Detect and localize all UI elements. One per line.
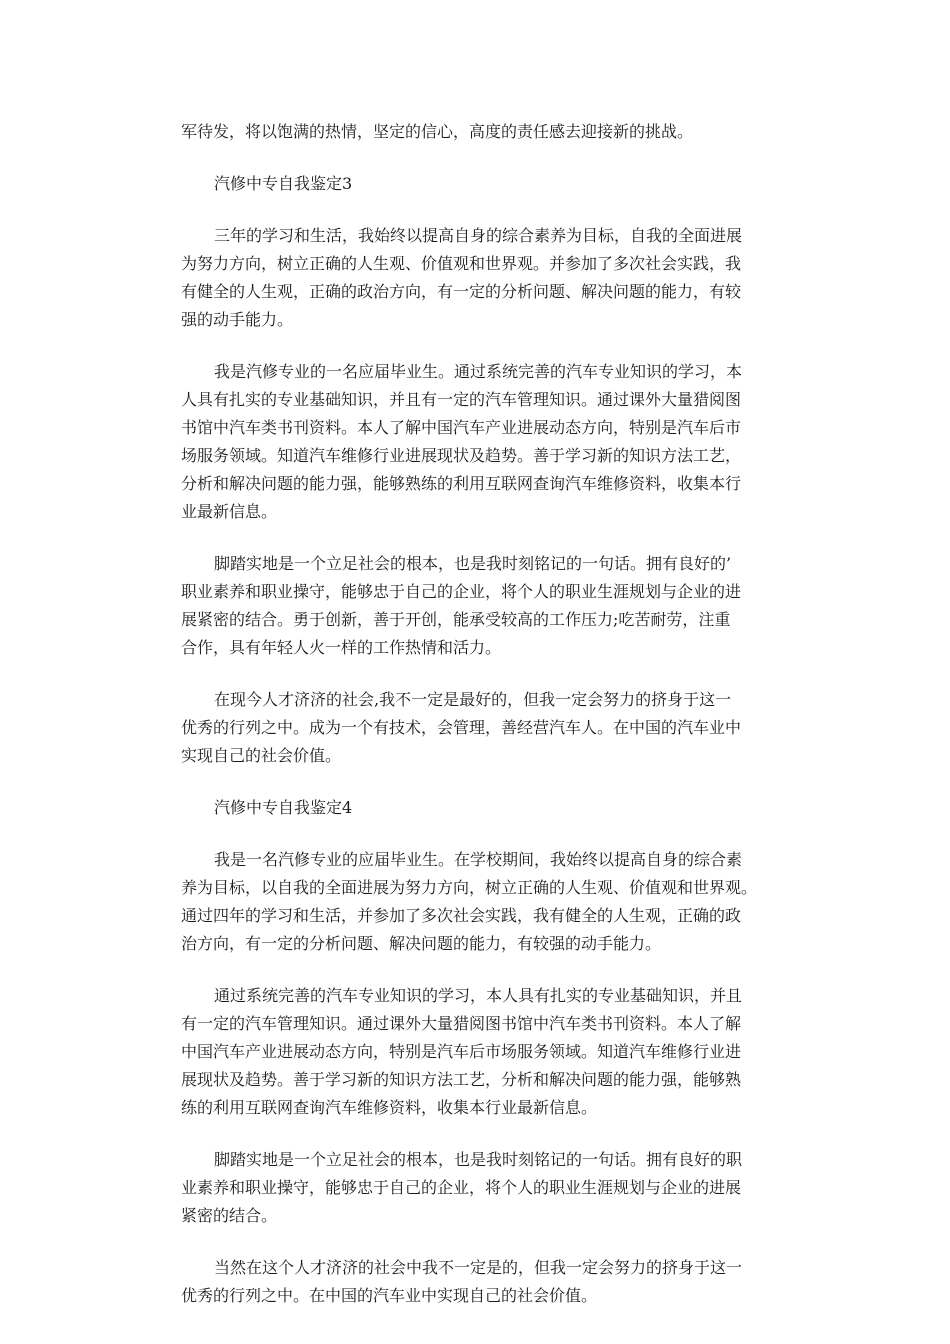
heading-text: 汽修中专自我鉴定4 (214, 798, 353, 817)
text-line: 业素养和职业操守，能够忠于自己的企业，将个人的职业生涯规划与企业的进展 (181, 1178, 742, 1197)
paragraph (181, 550, 790, 662)
text-line: 养为目标，以自我的全面进展为努力方向，树立正确的人生观、价值观和世界观。 (181, 878, 758, 897)
paragraph (181, 222, 790, 334)
heading-text: 汽修中专自我鉴定3 (214, 174, 353, 193)
text-line: 展现状及趋势。善于学习新的知识方法工艺，分析和解决问题的能力强，能够熟 (181, 1070, 742, 1089)
text-line: 在现今人才济济的社会,我不一定是最好的，但我一定会努力的挤身于这一 (214, 690, 732, 709)
paragraph (181, 1254, 790, 1310)
paragraph (181, 1146, 790, 1230)
text-line: 职业素养和职业操守，能够忠于自己的企业，将个人的职业生涯规划与企业的进 (181, 582, 742, 601)
text-line: 我是一名汽修专业的应届毕业生。在学校期间，我始终以提高自身的综合素 (214, 850, 743, 869)
text-line: 优秀的行列之中。在中国的汽车业中实现自己的社会价值。 (181, 1286, 598, 1305)
text-line: 业最新信息。 (181, 502, 278, 521)
text-line: 有健全的人生观，正确的政治方向，有一定的分析问题、解决问题的能力，有较 (181, 282, 742, 301)
text-line: 有一定的汽车管理知识。通过课外大量猎阅图书馆中汽车类书刊资料。本人了解 (181, 1014, 742, 1033)
text-line: 练的利用互联网查询汽车维修资料，收集本行业最新信息。 (181, 1098, 598, 1117)
section-heading-3 (181, 170, 790, 198)
paragraph (181, 982, 790, 1122)
text-line: 实现自己的社会价值。 (181, 746, 342, 765)
text-line: 三年的学习和生活，我始终以提高自身的综合素养为目标，自我的全面进展 (214, 226, 743, 245)
text-line: 脚踏实地是一个立足社会的根本，也是我时刻铭记的一句话。拥有良好的’ (214, 554, 732, 573)
text-line: 展紧密的结合。勇于创新，善于开创，能承受较高的工作压力;吃苦耐劳，注重 (181, 610, 731, 629)
paragraph (181, 358, 790, 526)
text-line: 人具有扎实的专业基础知识，并且有一定的汽车管理知识。通过课外大量猎阅图 (181, 390, 742, 409)
paragraph (181, 846, 790, 958)
text-line: 治方向，有一定的分析问题、解决问题的能力，有较强的动手能力。 (181, 934, 662, 953)
text-line: 分析和解决问题的能力强，能够熟练的利用互联网查询汽车维修资料，收集本行 (181, 474, 742, 493)
text-line: 优秀的行列之中。成为一个有技术，会管理，善经营汽车人。在中国的汽车业中 (181, 718, 742, 737)
text-line: 通过系统完善的汽车专业知识的学习，本人具有扎实的专业基础知识，并且 (214, 986, 743, 1005)
text-line: 中国汽车产业进展动态方向，特别是汽车后市场服务领域。知道汽车维修行业进 (181, 1042, 742, 1061)
section-heading-4 (181, 794, 790, 822)
text-line: 书馆中汽车类书刊资料。本人了解中国汽车产业进展动态方向，特别是汽车后市 (181, 418, 742, 437)
text-line: 紧密的结合。 (181, 1206, 278, 1225)
text-line: 合作，具有年轻人火一样的工作热情和活力。 (181, 638, 502, 657)
text-line: 当然在这个人才济济的社会中我不一定是的，但我一定会努力的挤身于这一 (214, 1258, 743, 1277)
text-line: 脚踏实地是一个立足社会的根本，也是我时刻铭记的一句话。拥有良好的职 (214, 1150, 743, 1169)
text-line: 军待发，将以饱满的热情，坚定的信心，高度的责任感去迎接新的挑战。 (181, 122, 694, 141)
text-line: 强的动手能力。 (181, 310, 294, 329)
paragraph-continuation (181, 118, 790, 146)
text-line: 场服务领域。知道汽车维修行业进展现状及趋势。善于学习新的知识方法工艺， (181, 446, 742, 465)
paragraph (181, 686, 790, 770)
text-line: 为努力方向，树立正确的人生观、价值观和世界观。并参加了多次社会实践，我 (181, 254, 742, 273)
text-line: 我是汽修专业的一名应届毕业生。通过系统完善的汽车专业知识的学习，本 (214, 362, 743, 381)
text-line: 通过四年的学习和生活，并参加了多次社会实践，我有健全的人生观，正确的政 (181, 906, 742, 925)
